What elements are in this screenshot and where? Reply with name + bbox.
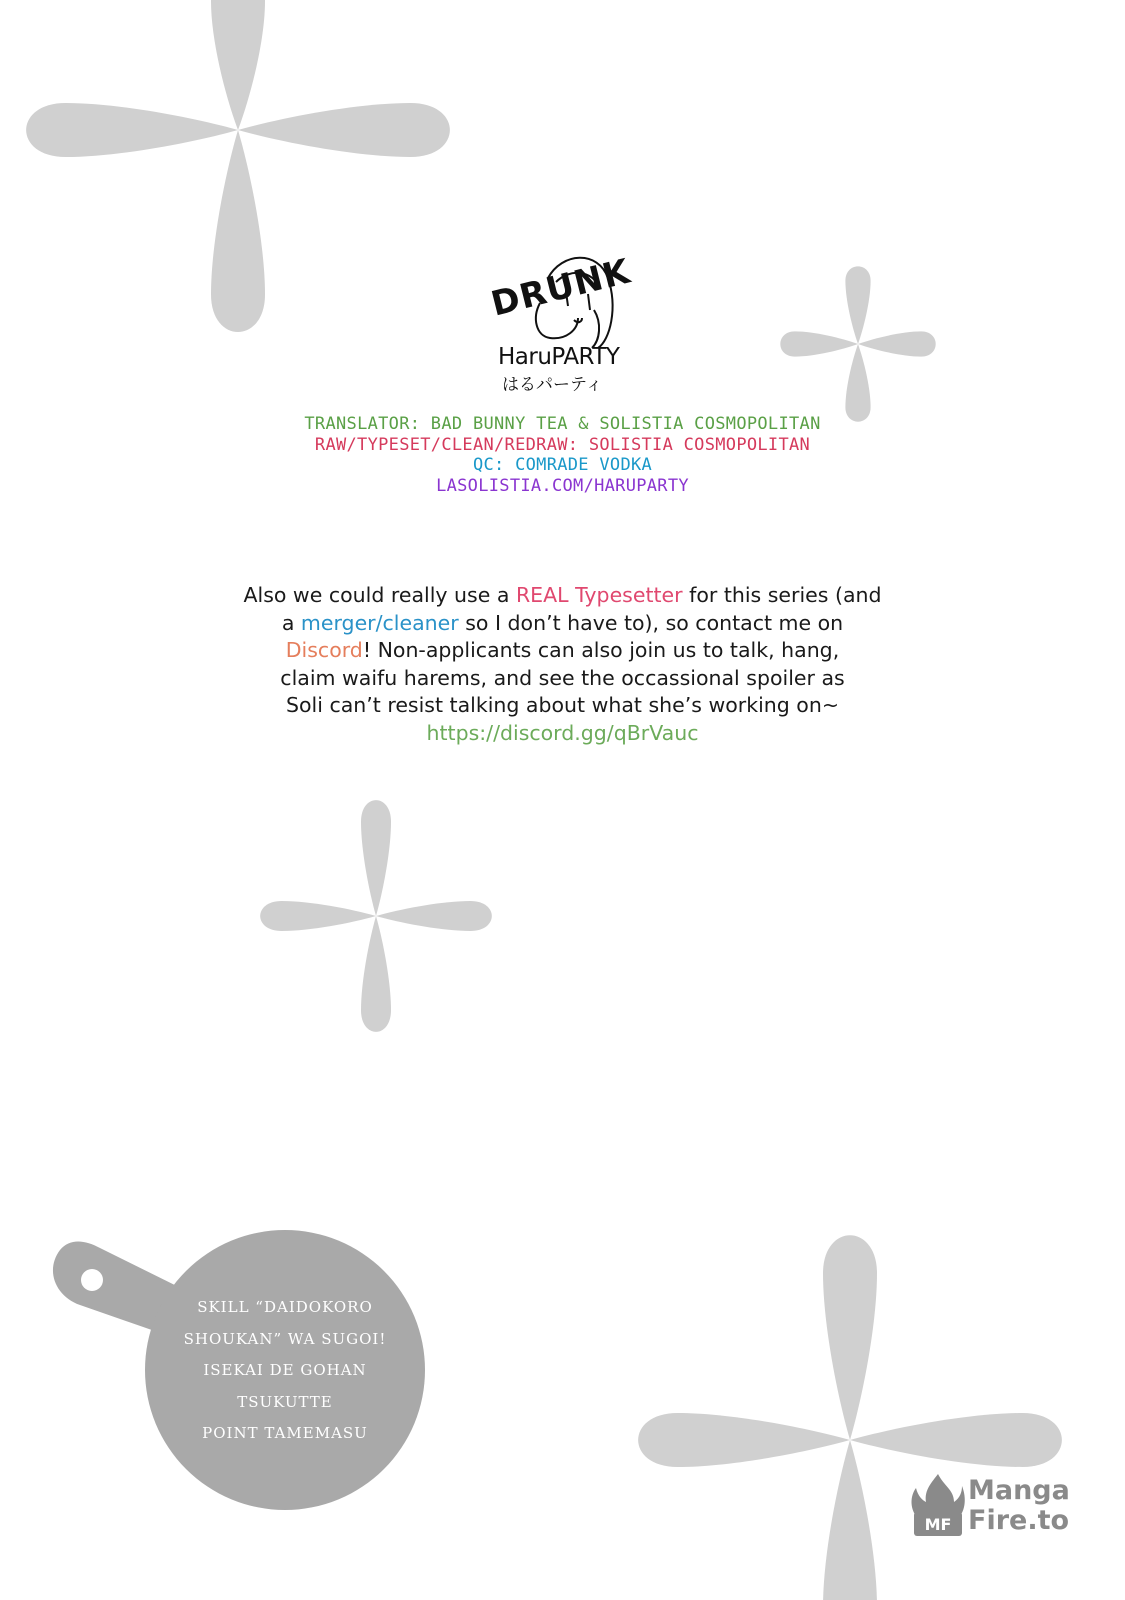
message-text: a [281, 610, 301, 635]
flower-top-left [26, 0, 450, 332]
logo-name: HaruPARTY [498, 344, 620, 370]
mangafire-line-2: Fire.to [968, 1505, 1070, 1536]
badge-line: POINT TAMEMASU [202, 1424, 368, 1442]
flower-middle-left [260, 800, 492, 1032]
message-text: for this series (and [682, 583, 882, 607]
flower-small-right [780, 266, 935, 421]
badge-line: SHOUKAN” WA SUGOI! [183, 1329, 387, 1348]
logo-word: DRUNK [487, 251, 635, 325]
credit-staff: RAW/TYPESET/CLEAN/REDRAW: SOLISTIA COSMOPOLITAN [314, 434, 811, 455]
mangafire-icon-letters: MF [924, 1515, 952, 1534]
message-text: ! Non-applicants can also join us to talk, hang, [362, 638, 840, 663]
message-line-3 [0, 637, 1125, 665]
discord-highlight: Discord [285, 638, 363, 663]
mangafire-wordmark [968, 1476, 1070, 1536]
badge-line: ISEKAI DE GOHAN [203, 1361, 367, 1379]
mangafire-line-1: Manga [968, 1475, 1070, 1506]
series-title-badge [150, 1292, 420, 1450]
badge-line: SKILL “DAIDOKORO [197, 1298, 373, 1316]
mangafire-flame-icon [910, 1472, 966, 1538]
discord-link[interactable]: https://discord.gg/qBrVauc [426, 720, 699, 745]
credit-qc: QC: COMRADE VODKA [472, 455, 653, 475]
credit-site-link[interactable]: LASOLISTIA.COM/HARUPARTY [436, 475, 689, 496]
message-text: Also we could really use a [243, 583, 516, 607]
credit-translator: TRANSLATOR: BAD BUNNY TEA & SOLISTIA COSMOPOLITAN [304, 414, 821, 434]
mangafire-watermark [910, 1472, 1090, 1542]
message-line-1 [0, 582, 1125, 610]
message-line-5: Soli can’t resist talking about what she’s working on~ [285, 693, 840, 718]
message-line-2 [0, 610, 1125, 638]
credits-block [0, 414, 1125, 496]
flower-bottom-right [638, 1235, 1062, 1600]
group-logo [470, 248, 660, 398]
message-line-4: claim waifu harems, and see the occassional spoiler as [280, 665, 845, 690]
logo-name-japanese: はるパーティ [502, 375, 603, 395]
badge-line: TSUKUTTE [237, 1392, 333, 1411]
message-text: so I don’t have to), so contact me on [458, 610, 844, 635]
typesetter-highlight: REAL Typesetter [515, 583, 683, 607]
merger-highlight: merger/cleaner [300, 610, 459, 635]
recruitment-message [0, 582, 1125, 748]
